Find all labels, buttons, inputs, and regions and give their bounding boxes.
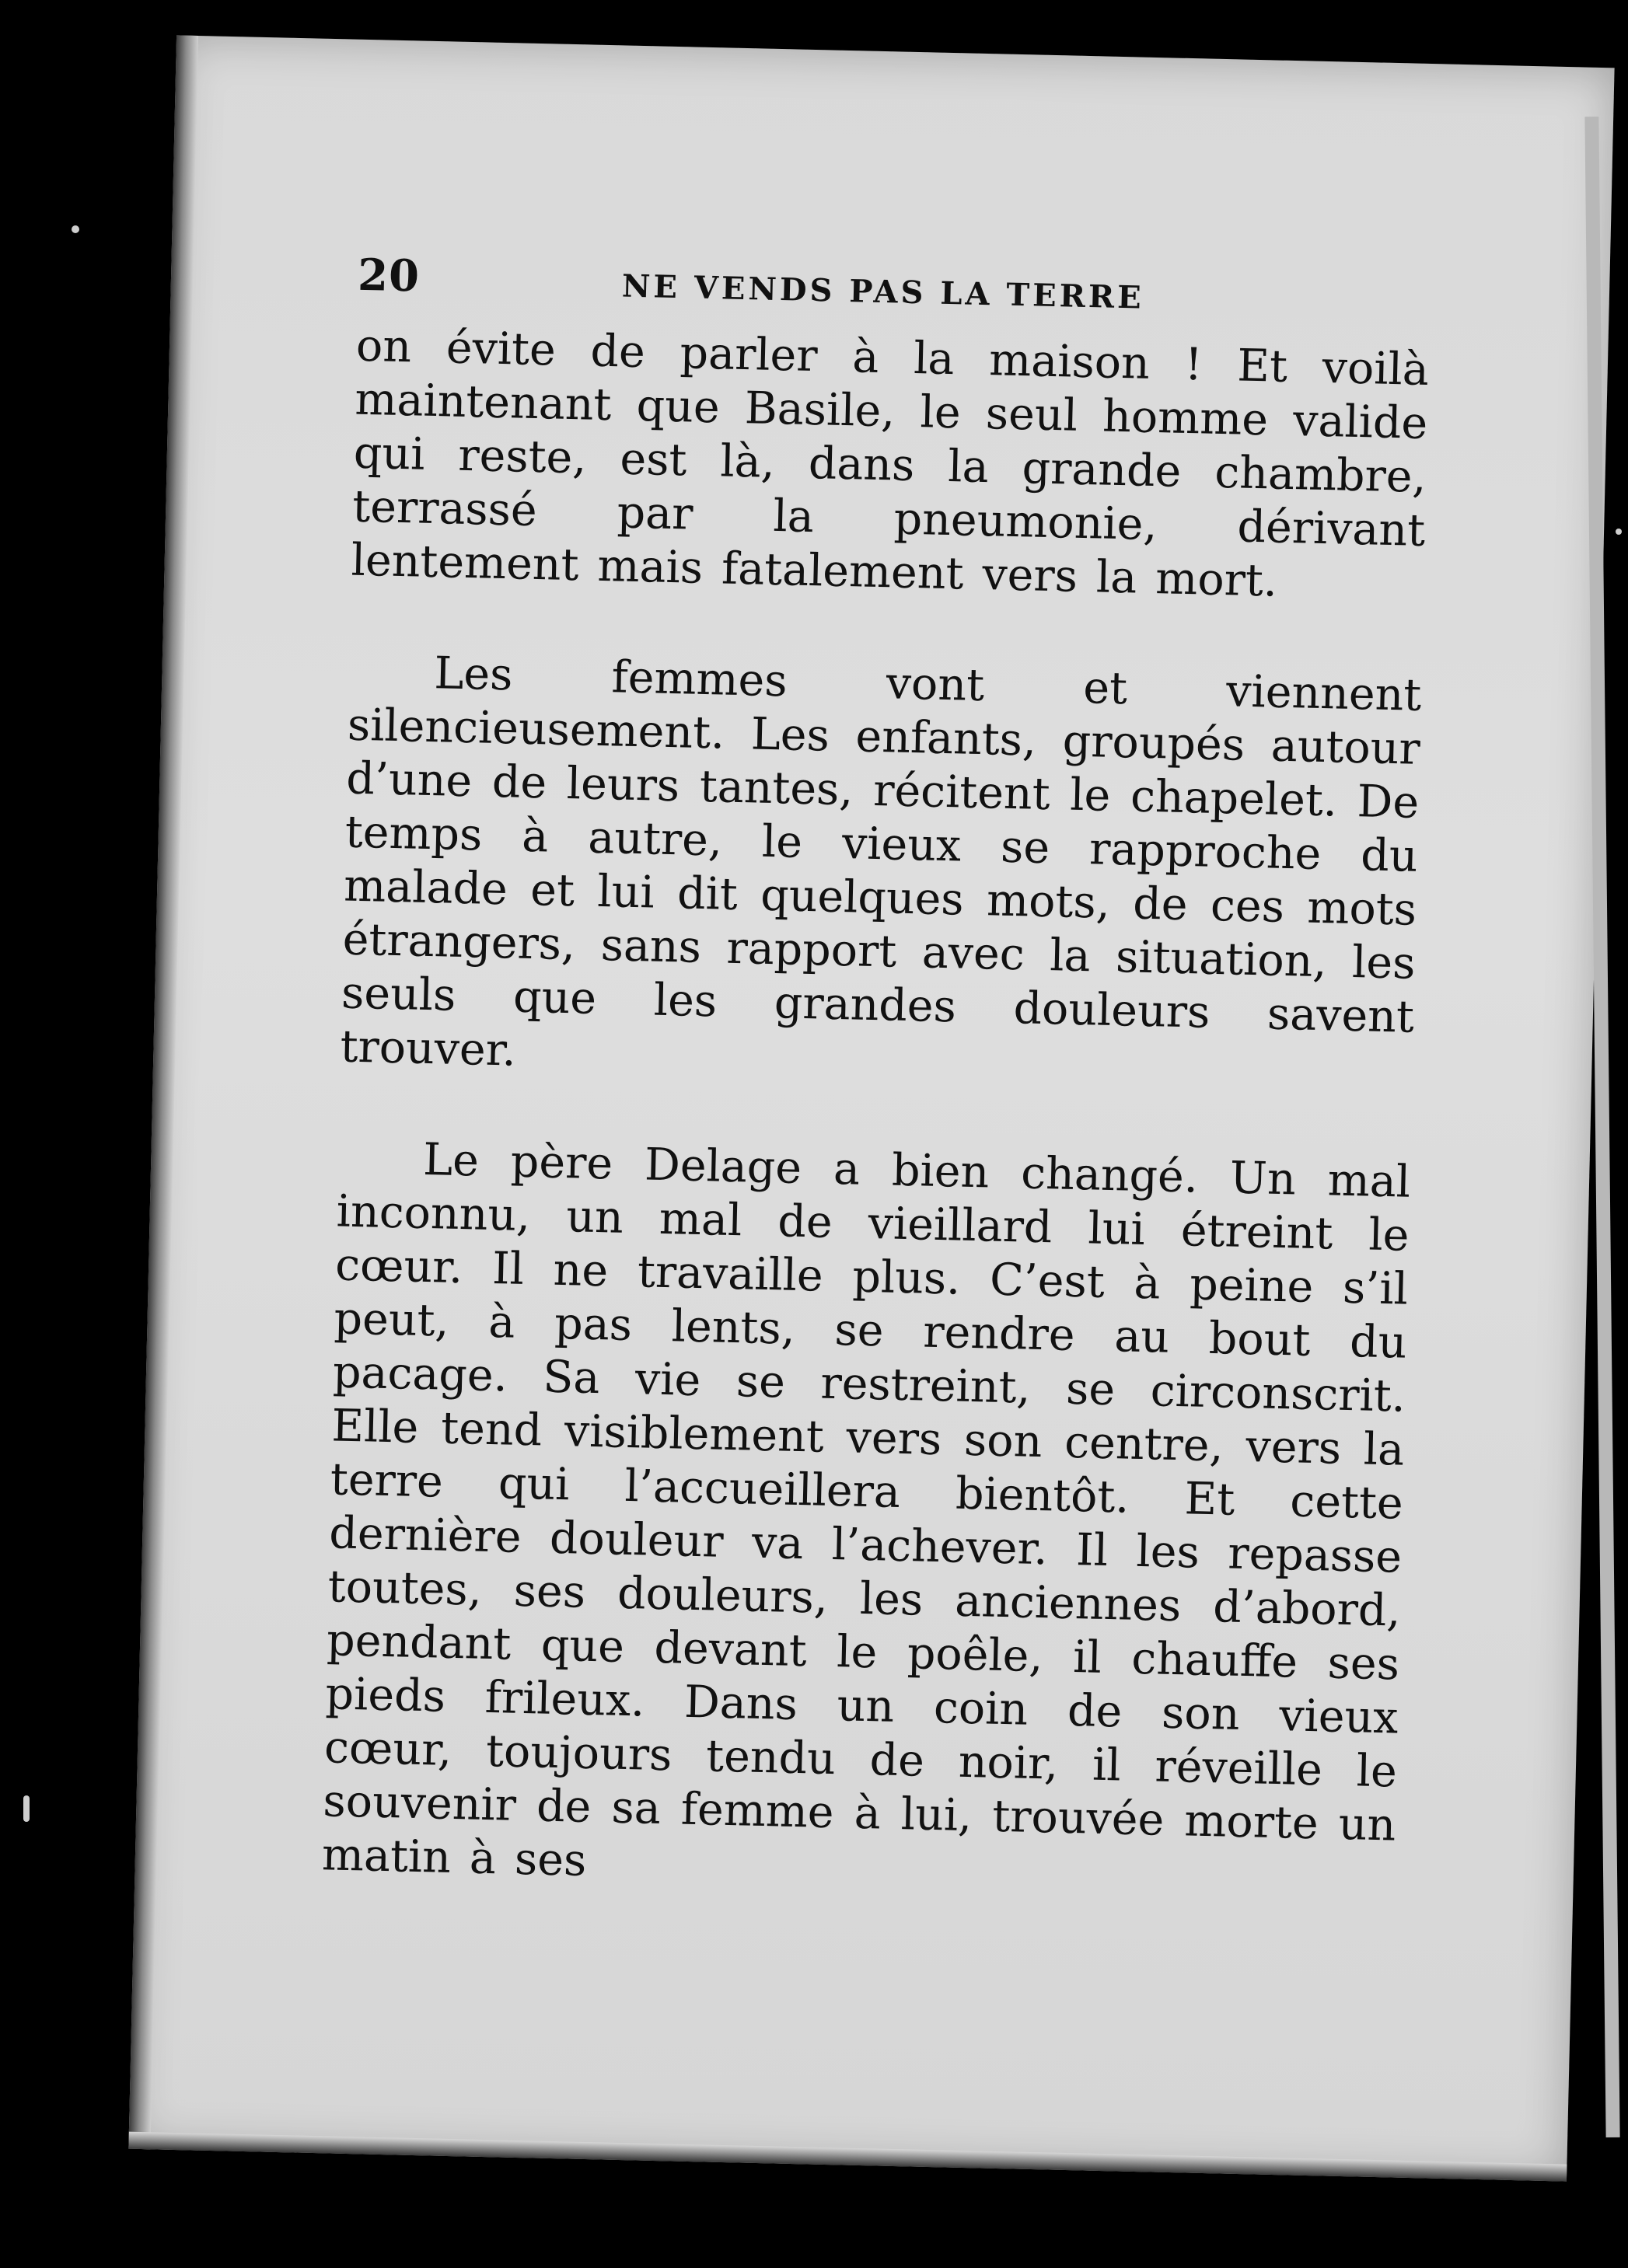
page-content <box>320 249 1431 1964</box>
running-title: NE VENDS PAS LA TERRE <box>621 267 1145 316</box>
page-number: 20 <box>357 249 421 302</box>
paragraph-2: Les femmes vont et viennent silencieusement. Les enfants, groupés autour d’une de leurs tantes, récitent le chapelet. De temps à autre, le vieux se rapproche du malade et lui dit quelques mots, de ces mots étrangers, sans rapport avec la situation, les seuls que les grandes douleurs savent trouver. <box>339 647 1422 1076</box>
paragraph-1: on évite de parler à la maison ! Et voilà maintenant que Basile, le seul homme valide qui reste, est là, dans la grande chambre, terrassé par la pneumonie, dérivant lentement mais fatalement vers la mort. <box>351 319 1430 607</box>
scan-speck <box>72 225 79 233</box>
scan-speck <box>23 1795 30 1822</box>
paragraph-3: Le père Delage a bien changé. Un mal inconnu, un mal de vieillard lui étreint le cœur. Il ne travaille plus. C’est à peine s’il peut, à pas lents, se rendre au bout du pacage. Sa vie se restreint, se circonscrit. Elle tend visiblement vers son centre, vers la terre qui l’accueillera bientôt. Et cette dernière douleur va l’achever. Il les repasse toutes, ses douleurs, les anciennes d’abord, pendant que devant le poêle, il chauffe ses pieds frileux. Dans un coin de son vieux cœur, toujours tendu de noir, il réveille le souvenir de sa femme à lui, trouvée morte un matin à ses <box>321 1133 1411 1886</box>
book-page <box>128 35 1614 2181</box>
page-bottom-edge <box>128 2132 1567 2182</box>
page-left-edge <box>128 35 198 2149</box>
scan-speck <box>1616 529 1622 535</box>
